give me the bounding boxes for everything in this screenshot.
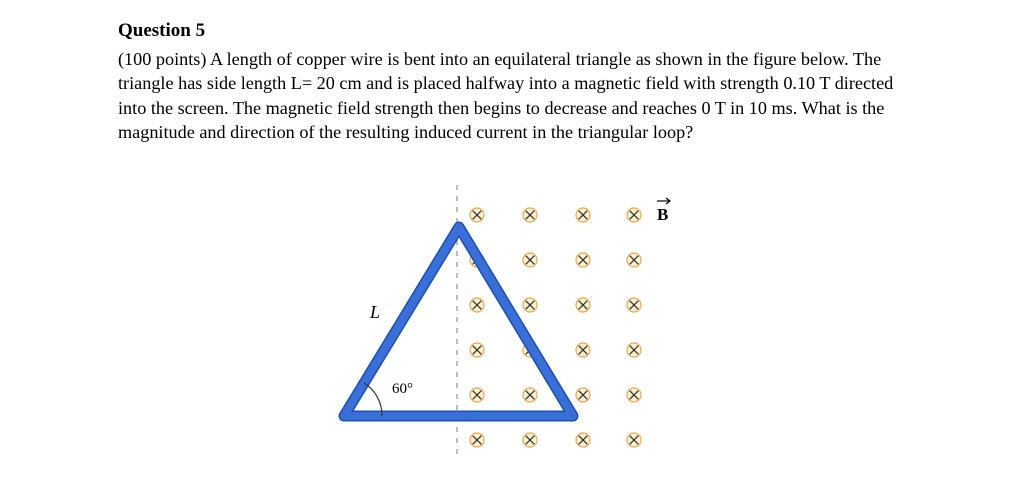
field-into-screen-icon [627,433,641,447]
side-length-label: L [370,302,381,322]
question-title: Question 5 [118,20,206,41]
field-into-screen-icon [470,298,484,312]
field-into-screen-icon [470,433,484,447]
field-into-screen-icon [523,208,537,222]
field-into-screen-icon [523,433,537,447]
field-into-screen-icon [523,388,537,402]
angle-label: 60° [392,381,413,397]
magnetic-field-label [657,198,670,224]
field-into-screen-icon [627,298,641,312]
field-into-screen-icon [470,343,484,357]
field-into-screen-icon [576,253,590,267]
field-into-screen-icon [576,433,590,447]
field-into-screen-icon [627,208,641,222]
field-into-screen-icon [627,343,641,357]
field-b-label: B [657,205,669,224]
field-into-screen-icon [627,253,641,267]
field-into-screen-icon [523,253,537,267]
field-into-screen-icon [470,208,484,222]
field-into-screen-icon [576,343,590,357]
field-into-screen-icon [576,388,590,402]
field-into-screen-icon [470,388,484,402]
field-into-screen-icon [523,298,537,312]
field-into-screen-icon [576,208,590,222]
question-text: (100 points) A length of copper wire is bent into an equilateral triangle as shown in the figure below. The triangle has side length L= 20 cm and is placed halfway into a magnetic field with strength 0.10 T directed into the screen. The magnetic field strength then begins to decrease and reaches 0 T in 10 ms. What is the magnitude and direction of the resulting induced current in the triangular loop? [118,49,894,143]
field-into-screen-icon [627,388,641,402]
field-into-screen-icon [576,298,590,312]
